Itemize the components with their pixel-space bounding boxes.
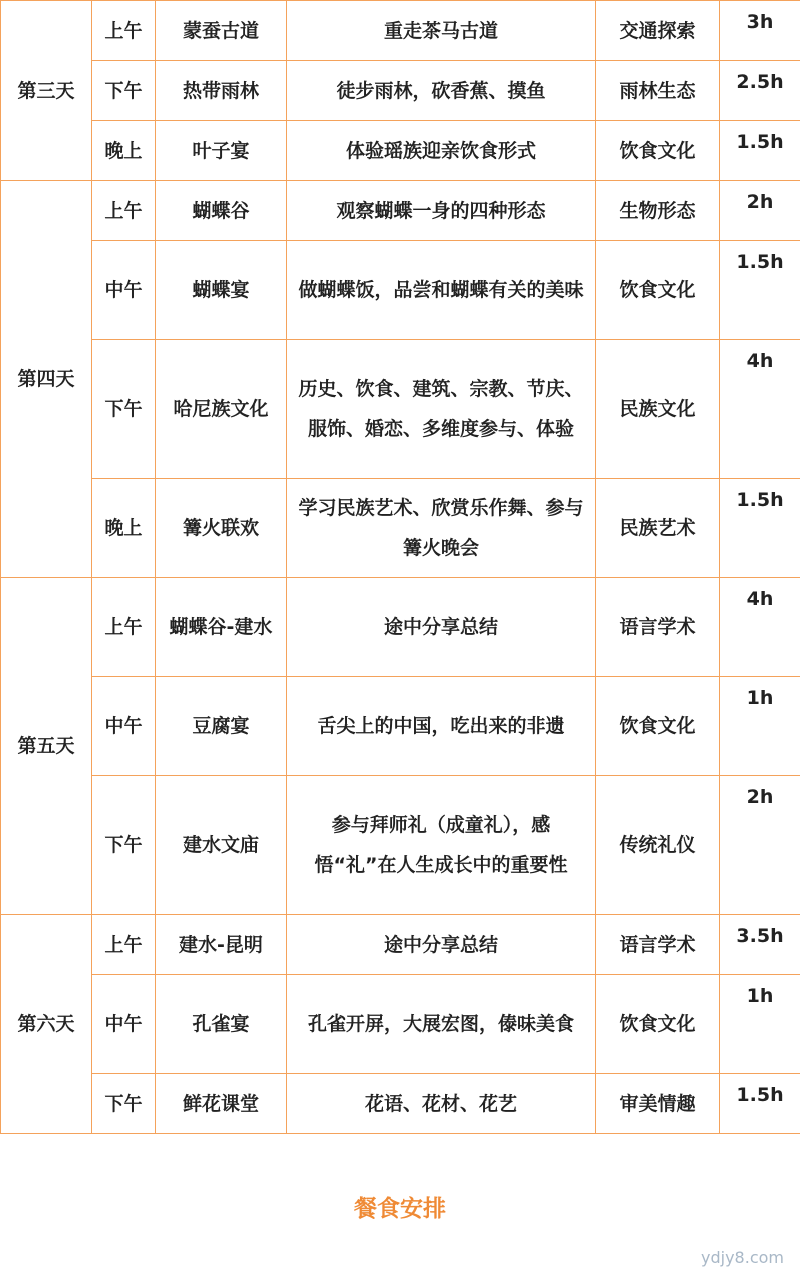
cell-time: 上午 (92, 578, 156, 677)
table-row (1, 340, 800, 479)
cell-day: 第五天 (1, 578, 92, 915)
cell-duration: 1.5h (720, 1074, 800, 1134)
cell-time: 下午 (92, 776, 156, 915)
cell-duration: 1.5h (720, 121, 800, 181)
cell-theme: 交通探索 (596, 1, 720, 61)
itinerary-body (1, 1, 800, 1134)
cell-duration: 1h (720, 975, 800, 1074)
table-row (1, 975, 800, 1074)
cell-place: 孔雀宴 (156, 975, 287, 1074)
table-row (1, 241, 800, 340)
cell-time: 中午 (92, 241, 156, 340)
cell-place: 豆腐宴 (156, 677, 287, 776)
cell-place: 蝴蝶宴 (156, 241, 287, 340)
cell-activity: 途中分享总结 (287, 915, 596, 975)
cell-theme: 生物形态 (596, 181, 720, 241)
cell-theme: 传统礼仪 (596, 776, 720, 915)
cell-theme: 雨林生态 (596, 61, 720, 121)
cell-duration: 4h (720, 340, 800, 479)
cell-activity: 舌尖上的中国，吃出来的非遗 (287, 677, 596, 776)
cell-duration: 2h (720, 776, 800, 915)
cell-activity: 重走茶马古道 (287, 1, 596, 61)
cell-time: 中午 (92, 975, 156, 1074)
site-watermark: ydjy8.com (701, 1248, 784, 1267)
table-row (1, 1, 800, 61)
cell-theme: 饮食文化 (596, 121, 720, 181)
cell-activity: 花语、花材、花艺 (287, 1074, 596, 1134)
cell-place: 蒙蚕古道 (156, 1, 287, 61)
cell-activity: 学习民族艺术、欣赏乐作舞、参与篝火晚会 (287, 479, 596, 578)
cell-activity: 做蝴蝶饭，品尝和蝴蝶有关的美味 (287, 241, 596, 340)
cell-place: 哈尼族文化 (156, 340, 287, 479)
cell-place: 叶子宴 (156, 121, 287, 181)
cell-theme: 语言学术 (596, 578, 720, 677)
cell-day: 第六天 (1, 915, 92, 1134)
cell-duration: 1h (720, 677, 800, 776)
cell-theme: 饮食文化 (596, 677, 720, 776)
cell-time: 上午 (92, 181, 156, 241)
cell-theme: 饮食文化 (596, 241, 720, 340)
table-row (1, 1074, 800, 1134)
cell-day: 第三天 (1, 1, 92, 181)
cell-duration: 1.5h (720, 479, 800, 578)
cell-activity: 途中分享总结 (287, 578, 596, 677)
cell-place: 建水-昆明 (156, 915, 287, 975)
table-row (1, 121, 800, 181)
cell-place: 建水文庙 (156, 776, 287, 915)
cell-duration: 2.5h (720, 61, 800, 121)
cell-place: 鲜花课堂 (156, 1074, 287, 1134)
section-title-meals: 餐食安排 (354, 1196, 446, 1222)
cell-duration: 2h (720, 181, 800, 241)
table-row (1, 578, 800, 677)
cell-time: 中午 (92, 677, 156, 776)
cell-time: 下午 (92, 340, 156, 479)
table-row (1, 479, 800, 578)
cell-time: 上午 (92, 915, 156, 975)
cell-theme: 审美情趣 (596, 1074, 720, 1134)
cell-time: 下午 (92, 61, 156, 121)
cell-activity: 历史、饮食、建筑、宗教、节庆、服饰、婚恋、多维度参与、体验 (287, 340, 596, 479)
cell-place: 热带雨林 (156, 61, 287, 121)
cell-duration: 4h (720, 578, 800, 677)
cell-place: 蝴蝶谷-建水 (156, 578, 287, 677)
table-row (1, 181, 800, 241)
cell-time: 上午 (92, 1, 156, 61)
cell-activity: 参与拜师礼（成童礼），感悟“礼”在人生成长中的重要性 (287, 776, 596, 915)
cell-theme: 民族文化 (596, 340, 720, 479)
cell-theme: 饮食文化 (596, 975, 720, 1074)
cell-day: 第四天 (1, 181, 92, 578)
cell-duration: 3.5h (720, 915, 800, 975)
cell-time: 晚上 (92, 479, 156, 578)
cell-duration: 1.5h (720, 241, 800, 340)
cell-activity: 孔雀开屏，大展宏图，傣味美食 (287, 975, 596, 1074)
cell-activity: 体验瑶族迎亲饮食形式 (287, 121, 596, 181)
cell-theme: 语言学术 (596, 915, 720, 975)
cell-theme: 民族艺术 (596, 479, 720, 578)
table-row (1, 677, 800, 776)
cell-place: 蝴蝶谷 (156, 181, 287, 241)
table-row (1, 776, 800, 915)
table-row (1, 61, 800, 121)
cell-time: 下午 (92, 1074, 156, 1134)
cell-activity: 徒步雨林，砍香蕉、摸鱼 (287, 61, 596, 121)
table-row (1, 915, 800, 975)
cell-time: 晚上 (92, 121, 156, 181)
cell-duration: 3h (720, 1, 800, 61)
cell-place: 篝火联欢 (156, 479, 287, 578)
cell-activity: 观察蝴蝶一身的四种形态 (287, 181, 596, 241)
